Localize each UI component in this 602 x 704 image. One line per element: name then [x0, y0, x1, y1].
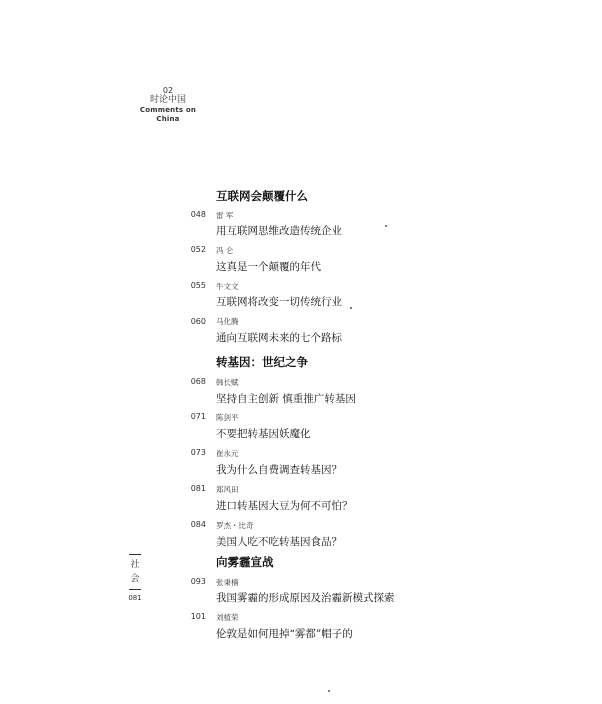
entry-page: 093	[190, 577, 206, 586]
side-label-char: 会	[130, 574, 140, 584]
entry-page: 048	[190, 210, 206, 219]
divider	[129, 554, 141, 555]
page-header	[136, 86, 200, 124]
entry-title: 不要把转基因妖魔化	[216, 428, 311, 440]
entry-title: 通向互联网未来的七个路标	[216, 332, 342, 344]
section-title: 互联网会颠覆什么	[216, 189, 308, 203]
entry-page: 101	[190, 612, 206, 621]
entry-title: 坚持自主创新 慎重推广转基因	[216, 393, 356, 405]
side-label-char: 社	[130, 560, 140, 570]
side-section-label	[124, 551, 146, 603]
entry-author: 马化腾	[216, 317, 239, 326]
entry-page: 084	[190, 520, 206, 529]
entry-author: 刘植荣	[216, 613, 239, 622]
scan-speck	[350, 307, 352, 309]
entry-title: 伦敦是如何甩掉“雾都”帽子的	[216, 628, 353, 640]
entry-title: 用互联网思维改造传统企业	[216, 225, 342, 237]
entry-title: 进口转基因大豆为何不可怕？	[216, 500, 353, 512]
entry-page: 052	[190, 245, 206, 254]
entry-page: 068	[190, 377, 206, 386]
entry-page: 060	[190, 317, 206, 326]
entry-title: 我为什么自费调查转基因？	[216, 464, 342, 476]
entry-author: 崔永元	[216, 449, 239, 458]
divider	[129, 589, 141, 590]
side-page-number: 081	[128, 594, 142, 602]
entry-author: 陈剑平	[216, 413, 239, 422]
entry-page: 055	[190, 281, 206, 290]
entry-author: 张秉楠	[216, 578, 239, 587]
entry-author: 雷 军	[216, 211, 234, 220]
scan-speck	[328, 690, 330, 692]
section-title: 转基因：世纪之争	[216, 355, 308, 369]
entry-page: 071	[190, 412, 206, 421]
scan-speck	[385, 225, 387, 227]
header-page-number: 02	[162, 86, 174, 95]
header-title: 时论中国	[149, 95, 186, 105]
entry-page: 073	[190, 448, 206, 457]
entry-author: 冯 仑	[216, 246, 234, 255]
entry-title: 互联网将改变一切传统行业	[216, 296, 342, 308]
entry-title: 美国人吃不吃转基因食品？	[216, 536, 342, 548]
entry-author: 韩长赋	[216, 378, 239, 387]
entry-author: 罗杰・比奇	[216, 521, 254, 530]
entry-author: 郑风田	[216, 485, 239, 494]
entry-page: 081	[190, 484, 206, 493]
section-title: 向雾霾宣战	[216, 555, 274, 569]
entry-author: 牛文文	[216, 282, 239, 291]
header-subtitle: Comments on China	[139, 106, 197, 123]
entry-title: 我国雾霾的形成原因及治霾新模式探索	[216, 592, 395, 604]
entry-title: 这真是一个颠覆的年代	[216, 261, 321, 273]
